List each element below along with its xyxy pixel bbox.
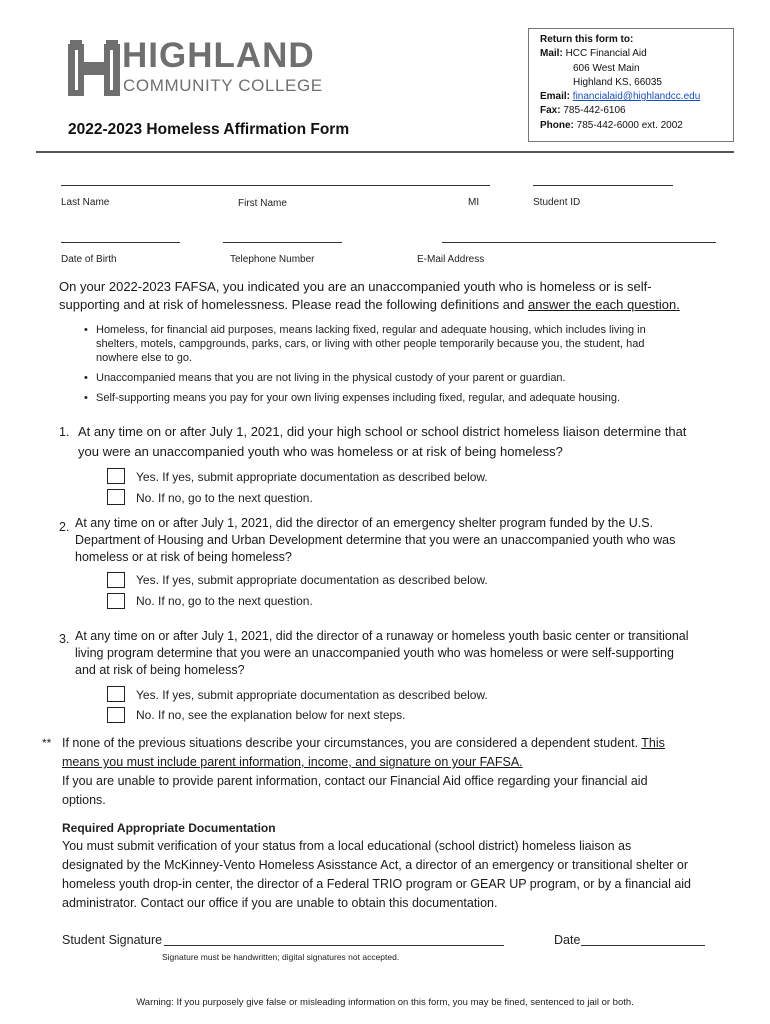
- fax-label: Fax:: [540, 105, 561, 117]
- question-line: homeless or at risk of being homeless?: [75, 550, 292, 564]
- question-2-number: 2.: [59, 520, 70, 534]
- form-title: 2022-2023 Homeless Affirmation Form: [68, 121, 350, 138]
- bullet-dot-icon: •: [84, 392, 88, 404]
- question-line: living program determine that you were an unaccompanied youth who was homeless or were self-supporting: [75, 646, 674, 660]
- email-field-label: E-Mail Address: [417, 254, 485, 265]
- question-2-yes-checkbox[interactable]: [107, 572, 125, 588]
- student-id-label: Student ID: [533, 197, 581, 208]
- dob-label: Date of Birth: [61, 254, 117, 265]
- question-1-number: 1.: [59, 425, 70, 439]
- bullet-text: Unaccompanied means that you are not living in the physical custody of your parent or guardian.: [96, 372, 566, 384]
- intro-paragraph: [59, 278, 680, 314]
- mail-line2: 606 West Main: [573, 62, 640, 74]
- college-logo-mark: [68, 40, 120, 96]
- definition-unaccompanied: [84, 371, 736, 385]
- docs-text: designated by the McKinney-Vento Homeless Asisstance Act, a director of an emergency or transitional shelter or: [62, 858, 689, 872]
- bullet-text: Self-supporting means you pay for your own living expenses including fixed, regular, and adequate housing.: [96, 392, 621, 404]
- intro-line2: supporting and at risk of homelessness. Please read the following definitions and: [59, 297, 529, 312]
- mail-line1: HCC Financial Aid: [565, 48, 647, 60]
- question-1-yes-label: Yes. If yes, submit appropriate documentation as described below.: [136, 470, 488, 484]
- bullet-text: Homeless, for financial aid purposes, means lacking fixed, regular and adequate housing, which includes living in: [96, 324, 646, 336]
- fax-number: 785-442-6106: [563, 105, 626, 117]
- question-3-text: [75, 628, 689, 679]
- return-address-box: [528, 28, 734, 142]
- date-label: Date: [554, 933, 581, 947]
- question-3-number: 3.: [59, 632, 70, 646]
- docs-text: administrator. Contact our office if you are unable to obtain this documentation.: [62, 896, 498, 910]
- college-logo-subtitle: COMMUNITY COLLEGE: [123, 76, 323, 95]
- phone-number: 785-442-6000 ext. 2002: [576, 119, 683, 131]
- mail-line3: Highland KS, 66035: [573, 76, 662, 88]
- phone-field-line[interactable]: [223, 242, 342, 243]
- student-id-field-line[interactable]: [533, 185, 673, 186]
- question-1-no-label: No. If no, go to the next question.: [136, 491, 313, 505]
- definition-self-supporting: [84, 391, 736, 405]
- mi-label: MI: [468, 197, 480, 208]
- question-2-no-label: No. If no, go to the next question.: [136, 594, 313, 608]
- question-line: Department of Housing and Urban Development determine that you were an unaccompanied youth who was: [75, 533, 676, 547]
- question-line: At any time on or after July 1, 2021, did your high school or school district homeless liaison determine that: [78, 424, 687, 439]
- question-line: you were an unaccompanied youth who was homeless or at risk of being homeless?: [78, 444, 563, 459]
- question-3-yes-label: Yes. If yes, submit appropriate documentation as described below.: [136, 688, 488, 702]
- first-name-label: First Name: [238, 198, 287, 209]
- question-1-yes-checkbox[interactable]: [107, 468, 125, 484]
- signature-label: Student Signature: [62, 933, 163, 947]
- bullet-text: shelters, motels, campgrounds, parks, cars, or living with other people temporarily because you, the student, had: [96, 338, 645, 350]
- email-link[interactable]: financialaid@highlandcc.edu: [572, 91, 701, 103]
- date-line[interactable]: [581, 945, 705, 946]
- email-label: Email:: [540, 91, 571, 103]
- note-text: If none of the previous situations describe your circumstances, you are considered a dependent student.: [62, 736, 642, 750]
- note-marker: **: [42, 736, 52, 750]
- question-line: At any time on or after July 1, 2021, did the director of an emergency shelter program funded by the U.S.: [75, 516, 654, 530]
- docs-text: homeless youth drop-in center, the director of a Federal TRIO program or GEAR UP program, or by a financial aid: [62, 877, 691, 891]
- intro-instruction: answer the each question.: [528, 297, 680, 312]
- signature-line[interactable]: [164, 945, 504, 946]
- name-field-line[interactable]: [61, 185, 490, 186]
- bullet-text: nowhere else to go.: [96, 352, 193, 364]
- question-2-no-checkbox[interactable]: [107, 593, 125, 609]
- note-emphasis: This: [641, 736, 665, 750]
- definition-homeless: [84, 323, 736, 365]
- docs-text: You must submit verification of your status from a local educational (school district) homeless liaison as: [62, 839, 632, 853]
- phone-field-label: Telephone Number: [230, 254, 315, 265]
- question-3-yes-checkbox[interactable]: [107, 686, 125, 702]
- header-divider: [36, 151, 734, 153]
- docs-paragraph: [62, 837, 691, 913]
- question-1-text: [78, 422, 686, 462]
- docs-heading: Required Appropriate Documentation: [62, 821, 276, 835]
- question-3-no-checkbox[interactable]: [107, 707, 125, 723]
- return-heading: Return this form to:: [540, 34, 634, 45]
- last-name-label: Last Name: [61, 197, 110, 208]
- note-text: If you are unable to provide parent information, contact our Financial Aid office regarding your financial aid: [62, 774, 648, 788]
- legal-warning: Warning: If you purposely give false or misleading information on this form, you may be fined, sentenced to jail or both.: [136, 997, 634, 1008]
- signature-note: Signature must be handwritten; digital signatures not accepted.: [162, 952, 400, 962]
- email-field-line[interactable]: [442, 242, 716, 243]
- question-3-no-label: No. If no, see the explanation below for next steps.: [136, 708, 406, 722]
- question-line: and at risk of being homeless?: [75, 663, 245, 677]
- dependent-note: [62, 734, 665, 810]
- intro-line1: On your 2022-2023 FAFSA, you indicated you are an unaccompanied youth who is homeless or is self-: [59, 279, 652, 294]
- bullet-dot-icon: •: [84, 372, 88, 384]
- dob-field-line[interactable]: [61, 242, 180, 243]
- note-emphasis: means you must include parent information, income, and signature on your FAFSA.: [62, 755, 523, 769]
- bullet-dot-icon: •: [84, 324, 88, 336]
- question-2-yes-label: Yes. If yes, submit appropriate documentation as described below.: [136, 573, 488, 587]
- question-2-text: [75, 515, 675, 566]
- question-line: At any time on or after July 1, 2021, did the director of a runaway or homeless youth basic center or transitional: [75, 629, 689, 643]
- question-1-no-checkbox[interactable]: [107, 489, 125, 505]
- mail-label: Mail:: [540, 48, 563, 60]
- phone-label: Phone:: [540, 119, 574, 131]
- college-logo-name: HIGHLAND: [122, 36, 315, 75]
- note-text: options.: [62, 793, 106, 807]
